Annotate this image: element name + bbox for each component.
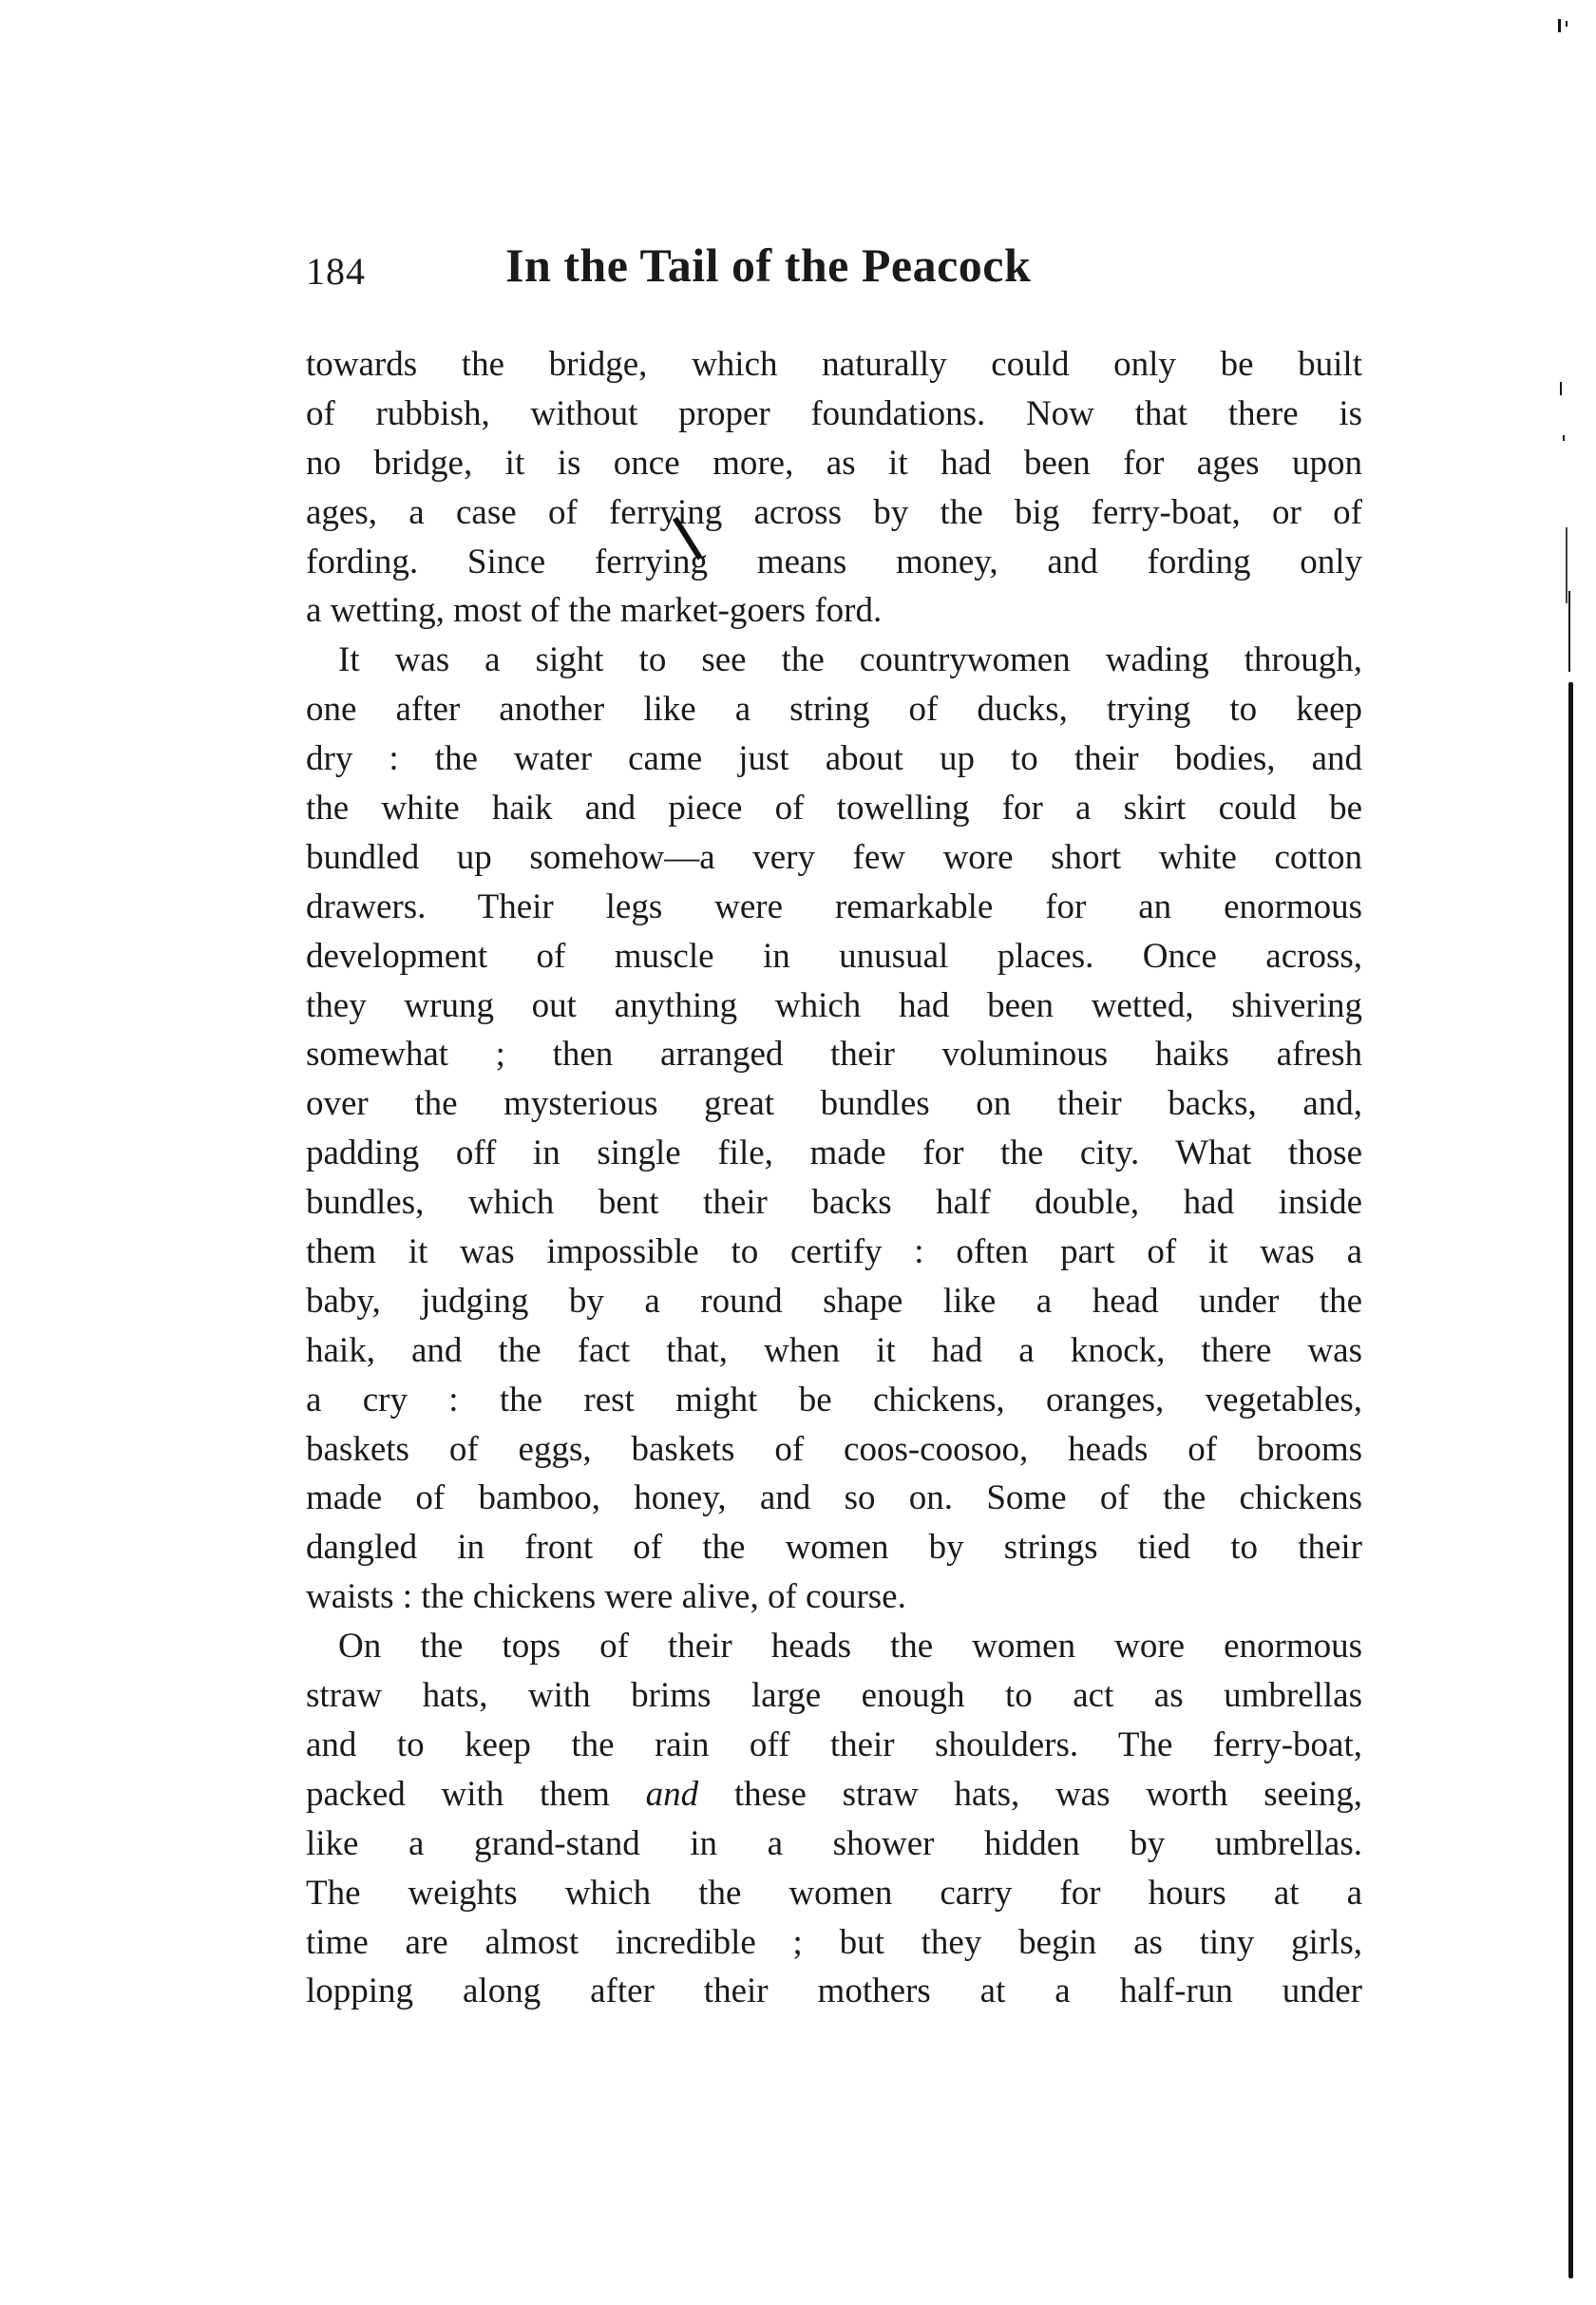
page-edge-shadow <box>1568 682 1573 2278</box>
text-line: dry : the water came just about up to their bodies, and <box>306 739 1362 779</box>
text-line-with-italic <box>306 1770 1362 1819</box>
text-line: a cry : the rest might be chickens, oranges, vegetables, <box>306 1380 1362 1419</box>
text-line: over the mysterious great bundles on their backs, and, <box>306 1084 1362 1124</box>
text-line: baby, judging by a round shape like a head under the <box>306 1281 1362 1321</box>
text-line: them it was impossible to certify : often part of it was a <box>306 1232 1362 1272</box>
text-line: somewhat ; then arranged their voluminous haiks afresh <box>306 1035 1362 1075</box>
text-line: they wrung out anything which had been wetted, shivering <box>306 985 1362 1025</box>
text-line: padding off in single file, made for the city. What those <box>306 1133 1362 1173</box>
text-line: baskets of eggs, baskets of coos-coosoo, heads of brooms <box>306 1429 1362 1469</box>
text-line: made of bamboo, honey, and so on. Some of the chickens <box>306 1478 1362 1518</box>
text-line: bundles, which bent their backs half double, had inside <box>306 1183 1362 1223</box>
text-line: towards the bridge, which naturally could only be built <box>306 345 1362 384</box>
text-line: dangled in front of the women by strings tied to their <box>306 1528 1362 1568</box>
text-line: fording. Since ferrying means money, and fording only <box>306 542 1362 581</box>
text-line: lopping along after their mothers at a half-run under <box>306 1972 1362 2011</box>
text-segment: these straw hats, was worth seeing, <box>698 1774 1363 1814</box>
scan-artifact <box>1566 21 1568 27</box>
scan-artifact <box>1566 527 1568 603</box>
running-head <box>306 238 1360 304</box>
text-line: no bridge, it is once more, as it had been for ages upon <box>306 443 1362 483</box>
text-line: and to keep the rain off their shoulders. The ferry-boat, <box>306 1724 1362 1764</box>
scan-artifact <box>1568 591 1570 672</box>
text-line: development of muscle in unusual places. Once across, <box>306 936 1362 976</box>
paragraph-1 <box>306 340 1362 636</box>
text-line: On the tops of their heads the women wore enormous <box>338 1627 1362 1667</box>
text-line: straw hats, with brims large enough to act as umbrellas <box>306 1676 1362 1716</box>
text-line: the white haik and piece of towelling for a skirt could be <box>306 789 1362 829</box>
text-line: like a grand-stand in a shower hidden by umbrellas. <box>306 1823 1362 1863</box>
text-line: waists : the chickens were alive, of course. <box>306 1577 906 1617</box>
text-line: It was a sight to see the countrywomen wading through, <box>338 640 1362 680</box>
scan-artifact <box>1558 19 1561 32</box>
text-line: a wetting, most of the market-goers ford. <box>306 591 883 631</box>
text-line: bundled up somehow—a very few wore short white cotton <box>306 837 1362 877</box>
text-line: The weights which the women carry for hours at a <box>306 1873 1362 1913</box>
text-line: of rubbish, without proper foundations. Now that there is <box>306 393 1362 433</box>
text-segment: packed with them <box>306 1774 646 1814</box>
text-line: time are almost incredible ; but they begin as tiny girls, <box>306 1922 1362 1962</box>
page-number: 184 <box>306 250 366 293</box>
paragraph-2 <box>306 636 1362 1622</box>
italic-emphasis: and <box>645 1774 699 1814</box>
text-line: ages, a case of ferrying across by the big ferry-boat, or of <box>306 492 1362 532</box>
paragraph-3 <box>306 1622 1362 2016</box>
scan-artifact <box>1563 435 1565 441</box>
body-text <box>306 340 1362 2016</box>
scan-artifact <box>1560 382 1562 395</box>
text-line: drawers. Their legs were remarkable for an enormous <box>306 886 1362 926</box>
text-line: one after another like a string of ducks, trying to keep <box>306 690 1362 730</box>
text-line: haik, and the fact that, when it had a knock, there was <box>306 1330 1362 1370</box>
running-title: In the Tail of the Peacock <box>505 238 1032 292</box>
